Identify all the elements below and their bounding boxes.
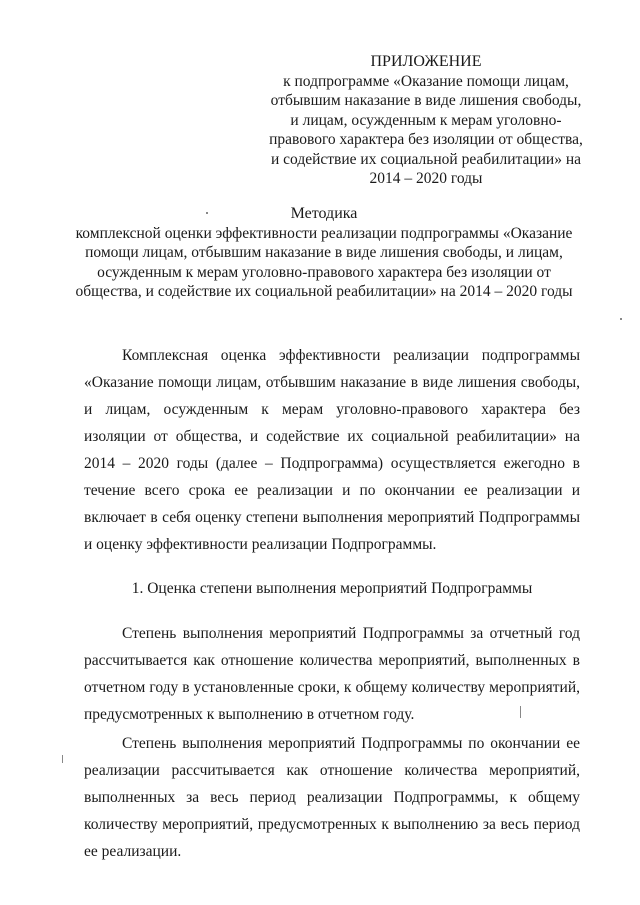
section-paragraph [84,620,580,728]
section-paragraph-text: Степень выполнения мероприятий Подпрограммы за отчетный год рассчитывается как отношение количества мероприятий, выполненных в отчетном году в установленные сроки, к общему количеству мероприятий, предусмотренных к выполнению в отчетном году. [84,625,580,723]
section-heading: 1. Оценка степени выполнения мероприятий Подпрограммы [131,580,533,597]
methodology-header [64,204,584,302]
scan-mark [620,318,622,320]
scan-mark [206,212,208,214]
scan-mark [520,706,521,718]
intro-paragraph [84,342,580,558]
section-paragraph-text: Степень выполнения мероприятий Подпрограммы по окончании ее реализации рассчитывается как отношение количества мероприятий, выполненных за весь период реализации Подпрограммы, к общему количеству мероприятий, предусмотренных к выполнению за весь период ее реализации. [84,735,580,860]
appendix-title: ПРИЛОЖЕНИЕ [370,53,482,70]
methodology-title: Методика [290,205,358,222]
section-paragraph [84,730,580,865]
intro-paragraph-text: Комплексная оценка эффективности реализации подпрограммы «Оказание помощи лицам, отбывшим наказание в виде лишения свободы, и лицам, осужденным к мерам уголовно-правового характера без изоляции от общества, и содействие их социальной реабилитации» на 2014 – 2020 годы (далее – Подпрограмма) осуществляется ежегодно в течение всего срока ее реализации и по окончании ее реализации и включает в себя оценку степени выполнения мероприятий Подпрограммы и оценку эффективности реализации Подпрограммы. [84,347,580,553]
appendix-header [268,52,584,189]
appendix-subtitle: к подпрограмме «Оказание помощи лицам, отбывшим наказание в виде лишения свободы, и лицам, осужденным к мерам уголовно-правового характера без изоляции от общества, и содействие их социальной реабилитации» на 2014 – 2020 годы [269,72,583,187]
scan-mark [62,755,63,763]
methodology-subtitle: комплексной оценки эффективности реализации подпрограммы «Оказание помощи лицам, отбывшим наказание в виде лишения свободы, и лицам, осужденным к мерам уголовно-правового характера без изоляции от общества, и содействие их социальной реабилитации» на 2014 – 2020 годы [75,224,573,300]
